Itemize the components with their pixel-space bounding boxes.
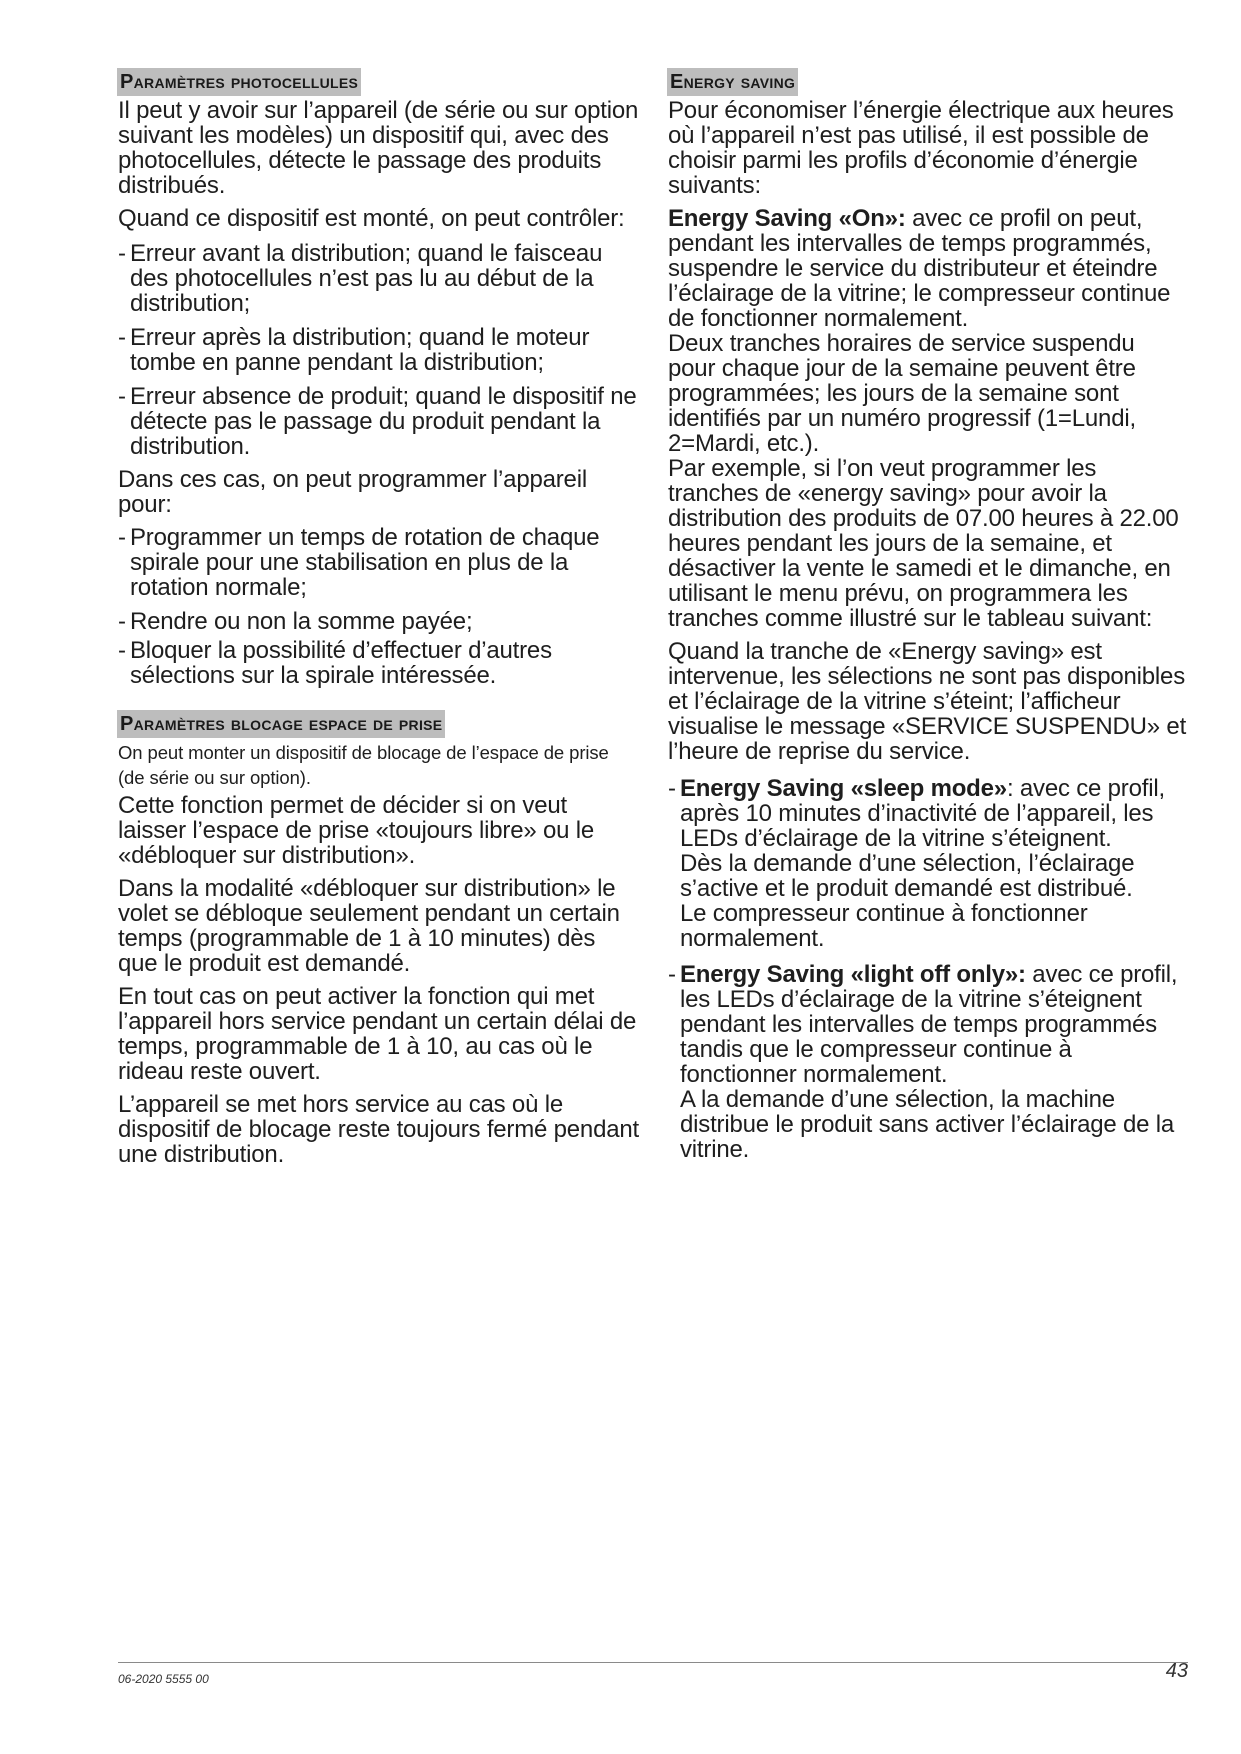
footer-document-ref: 06-2020 5555 00: [118, 1672, 209, 1686]
page-number: 43: [1165, 1660, 1188, 1682]
energy-on-paragraph: [668, 206, 1188, 331]
section-heading-photocellules: Paramètres photocellules: [117, 68, 361, 96]
blocage-p3: En tout cas on peut activer la fonction qui met l’appareil hors service pendant un certain délai de temps, programmable de 1 à 10, au cas où le rideau reste ouvert.: [118, 983, 637, 1085]
list-item: - Programmer un temps de rotation de chaque spirale pour une stabilisation en plus de la rotation normale;: [118, 525, 640, 600]
sleep-mode-label: Energy Saving «sleep mode»: [680, 775, 1007, 802]
energy-intro: Pour économiser l’énergie électrique aux heures où l’appareil n’est pas utilisé, il est possible de choisir parmi les profils d’économie d’énergie suivants:: [668, 97, 1174, 199]
right-column: [668, 68, 1188, 1173]
cases-intro: Dans ces cas, on peut programmer l’appareil pour:: [118, 466, 587, 518]
blocage-p1: Cette fonction permet de décider si on veut laisser l’espace de prise «toujours libre» ou le «débloquer sur distribution».: [118, 792, 595, 869]
list-item: - Erreur après la distribution; quand le moteur tombe en panne pendant la distribution;: [118, 325, 640, 375]
section-heading-blocage: Paramètres blocage espace de prise: [117, 710, 445, 738]
energy-exemple: Par exemple, si l’on veut programmer les tranches de «energy saving» pour avoir la distribution des produits de 07.00 heures à 22.00 heures pendant les jours de la semaine, et désactiver la vente le samedi et le dimanche, en utilisant le menu prévu, on programmera les tranches comme illustré sur le tableau suivant:: [668, 455, 1179, 632]
action-list: [118, 525, 640, 688]
photocellules-intro2: Quand ce dispositif est monté, on peut contrôler:: [118, 205, 625, 232]
energy-profile-list: [668, 776, 1188, 1162]
energy-on-text: avec ce profil on peut, pendant les intervalles de temps programmés, suspendre le service du distributeur et éteindre l’éclairage de la vitrine; le compresseur continue de fonctionner normalement.: [668, 205, 1171, 332]
light-off-text: avec ce profil, les LEDs d’éclairage de la vitrine s’éteignent pendant les intervalles de temps programmés tandis que le compresseur continue à fonctionner normalement.: [680, 961, 1178, 1088]
section-heading-energy-saving: Energy saving: [667, 68, 798, 96]
energy-intervenue: Quand la tranche de «Energy saving» est intervenue, les sélections ne sont pas disponibles et l’éclairage de la vitrine s’éteint; l’afficheur visualise le message «SERVICE SUSPENDU» et l’heure de reprise du service.: [668, 638, 1187, 765]
sleep-mode-text: : avec ce profil, après 10 minutes d’inactivité de l’appareil, les LEDs d’éclairage de la vitrine s’éteignent.: [680, 775, 1165, 852]
error-list: [118, 241, 640, 459]
list-item: - Erreur avant la distribution; quand le faisceau des photocellules n’est pas lu au début de la distribution;: [118, 241, 640, 316]
list-item: - Erreur absence de produit; quand le dispositif ne détecte pas le passage du produit pendant la distribution.: [118, 384, 640, 459]
photocellules-intro: Il peut y avoir sur l’appareil (de série ou sur option suivant les modèles) un dispositif qui, avec des photocellules, détecte le passage des produits distribués.: [118, 97, 639, 199]
light-off-label: Energy Saving «light off only»:: [680, 961, 1026, 988]
sleep-mode-p2: Dès la demande d’une sélection, l’éclairage s’active et le produit demandé est distribué.: [680, 850, 1135, 902]
list-item-sleep-mode: [668, 776, 1188, 951]
footer-divider: [118, 1662, 1188, 1663]
blocage-note: On peut monter un dispositif de blocage de l’espace de prise (de série ou sur option).: [118, 742, 609, 788]
list-item: - Bloquer la possibilité d’effectuer d’autres sélections sur la spirale intéressée.: [118, 638, 640, 688]
list-item: - Rendre ou non la somme payée;: [118, 609, 640, 634]
sleep-mode-p3: Le compresseur continue à fonctionner normalement.: [680, 900, 1088, 952]
blocage-p4: L’appareil se met hors service au cas où le dispositif de blocage reste toujours fermé pendant une distribution.: [118, 1091, 639, 1168]
left-column: [118, 68, 640, 1175]
light-off-p2: A la demande d’une sélection, la machine distribue le produit sans activer l’éclairage de la vitrine.: [680, 1086, 1175, 1163]
blocage-p2: Dans la modalité «débloquer sur distribution» le volet se débloque seulement pendant un certain temps (programmable de 1 à 10 minutes) dès que le produit est demandé.: [118, 875, 620, 977]
energy-tranches: Deux tranches horaires de service suspendu pour chaque jour de la semaine peuvent être programmées; les jours de la semaine sont identifiés par un numéro progressif (1=Lundi, 2=Mardi, etc.).: [668, 330, 1136, 457]
energy-on-label: Energy Saving «On»:: [668, 205, 906, 232]
list-item-light-off: [668, 962, 1188, 1162]
